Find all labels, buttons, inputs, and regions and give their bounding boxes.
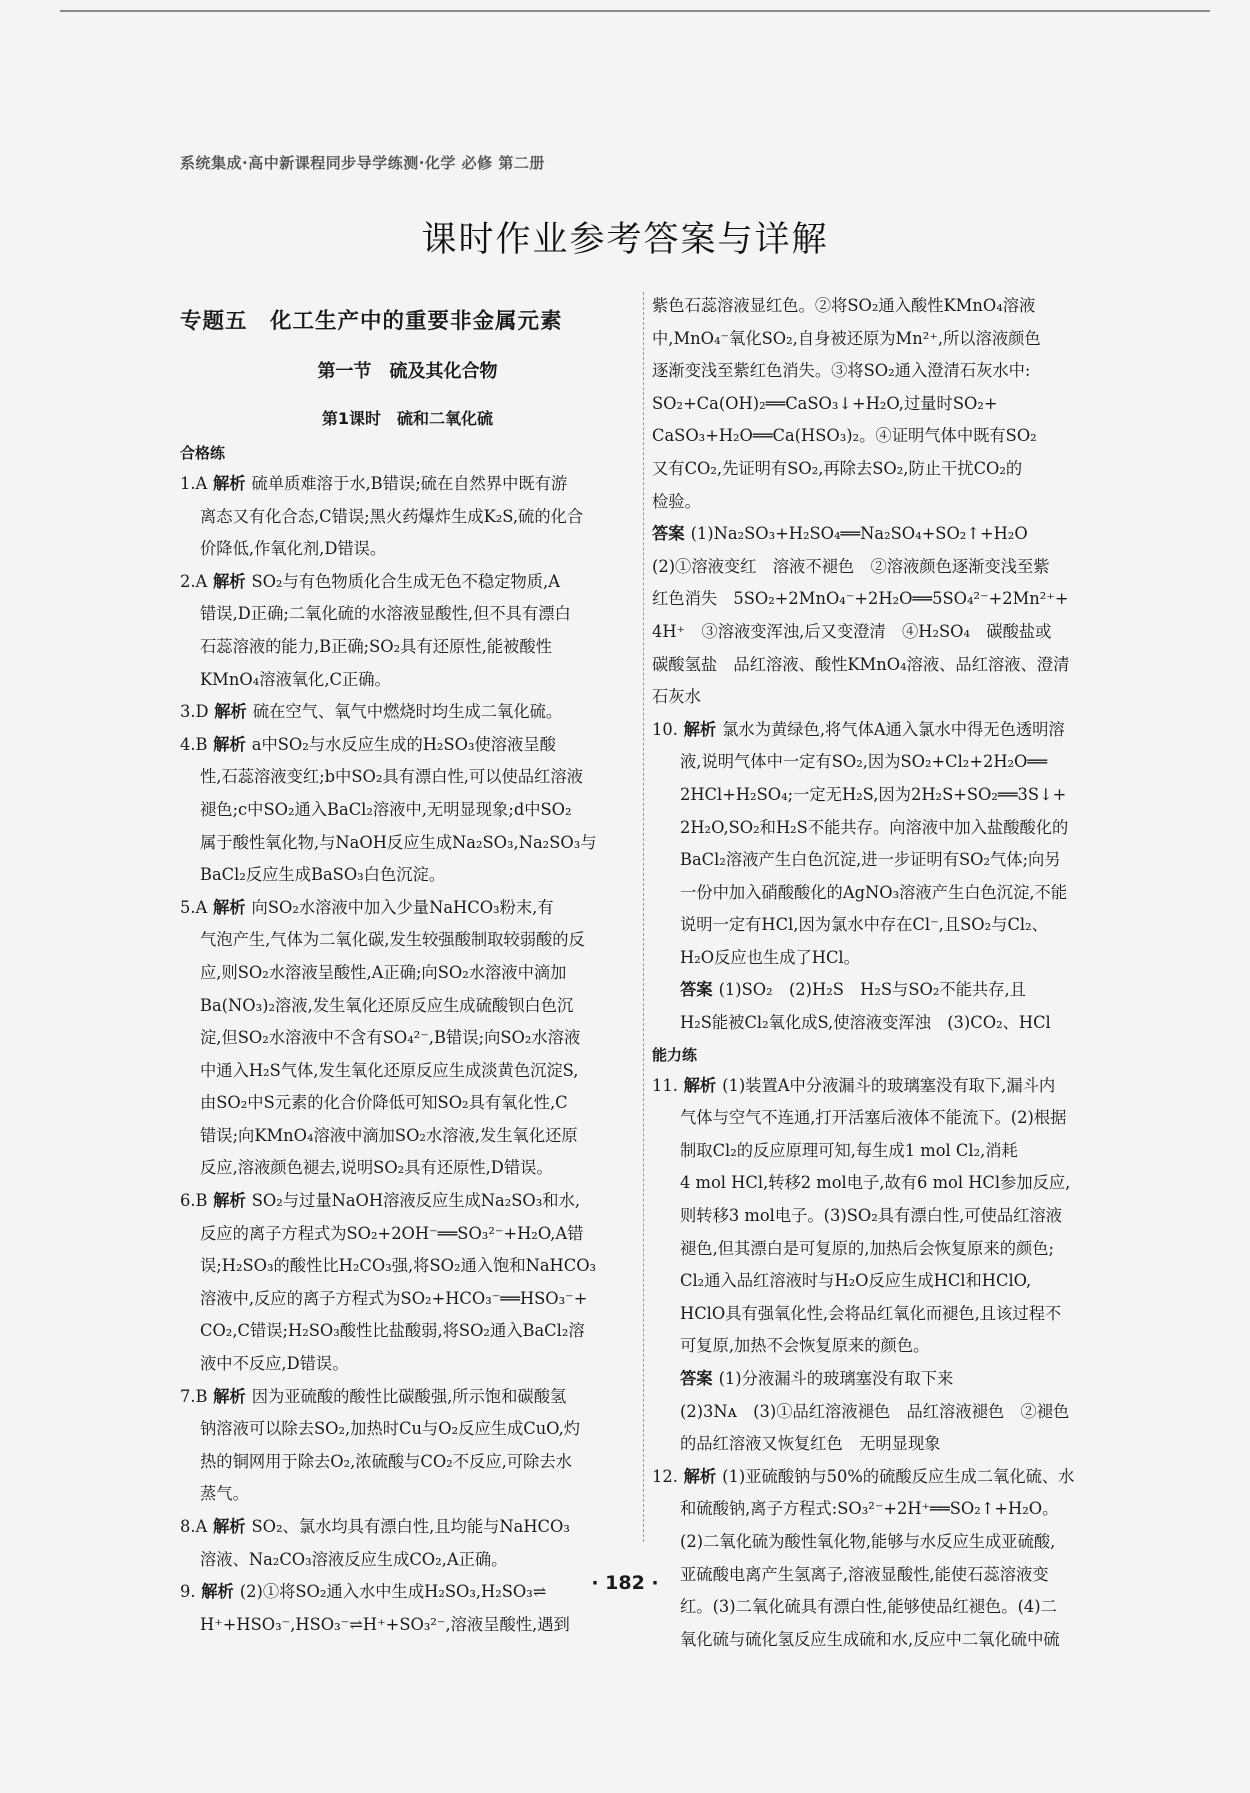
text-line	[180, 729, 635, 762]
text-line	[180, 1022, 635, 1055]
line-text: 淀,但SO₂水溶液中不含有SO₄²⁻,B错误;向SO₂水溶液	[200, 1028, 581, 1048]
text-line	[180, 598, 635, 631]
text-line	[652, 1428, 1092, 1461]
text-line	[180, 468, 635, 501]
line-text: SO₂与有色物质化合生成无色不稳定物质,A	[251, 571, 560, 591]
line-text: 亚硫酸电离产生氢离子,溶液显酸性,能使石蕊溶液变	[680, 1564, 1049, 1584]
text-line	[180, 664, 635, 697]
item-number: 11.	[652, 1075, 678, 1095]
line-text: 说明一定有HCl,因为氯水中存在Cl⁻,且SO₂与Cl₂、	[680, 915, 1048, 935]
text-line	[652, 812, 1092, 845]
line-text: 和硫酸钠,离子方程式:SO₃²⁻+2H⁺══SO₂↑+H₂O。	[680, 1499, 1059, 1519]
text-line	[180, 1609, 635, 1642]
text-line	[652, 420, 1092, 453]
text-line	[180, 1185, 635, 1218]
line-text: (2)①溶液变红 溶液不褪色 ②溶液颜色逐渐变浅至紫	[652, 556, 1050, 576]
text-line	[180, 1250, 635, 1283]
line-text: 又有CO₂,先证明有SO₂,再除去SO₂,防止干扰CO₂的	[652, 458, 1023, 478]
text-line	[652, 649, 1092, 682]
text-line	[652, 1624, 1092, 1657]
line-text: 2HCl+H₂SO₄;一定无H₂S,因为2H₂S+SO₂══3S↓+	[680, 784, 1067, 804]
line-text: SO₂、氯水均具有漂白性,且均能与NaHCO₃	[251, 1517, 570, 1536]
text-line	[652, 486, 1092, 519]
left-column	[180, 290, 635, 1641]
line-text: (2)①将SO₂通入水中生成H₂SO₃,H₂SO₃⇌	[239, 1582, 547, 1602]
line-text: 因为亚硫酸的酸性比碳酸强,所示饱和碳酸氢	[251, 1386, 567, 1406]
page-title: 课时作业参考答案与详解	[421, 220, 829, 260]
text-line	[652, 909, 1092, 942]
keyword: 答案	[652, 524, 685, 544]
answer-list	[180, 468, 635, 1641]
line-text: H₂O反应也生成了HCl。	[680, 947, 860, 967]
text-line	[652, 1200, 1092, 1233]
line-text: 氯水为黄绿色,将气体A通入氯水中得无色透明溶	[722, 719, 1065, 739]
text-line	[652, 1396, 1092, 1429]
text-line	[180, 533, 635, 566]
text-line	[652, 583, 1092, 616]
item-number: 6.B	[180, 1191, 208, 1211]
text-line	[652, 1461, 1092, 1494]
line-text: 红色消失 5SO₂+2MnO₄⁻+2H₂O══5SO₄²⁻+2Mn²⁺+	[652, 589, 1069, 609]
text-line	[652, 518, 1092, 551]
running-head: 系统集成·高中新课程同步导学练测·化学 必修 第二册	[180, 154, 545, 172]
line-text: 制取Cl₂的反应原理可知,每生成1 mol Cl₂,消耗	[680, 1140, 1018, 1160]
text-line	[652, 714, 1092, 747]
line-text: 氧化硫与硫化氢反应生成硫和水,反应中二氧化硫中硫	[680, 1629, 1060, 1649]
text-line	[652, 1526, 1092, 1559]
line-text: 反应,溶液颜色褪去,说明SO₂具有还原性,D错误。	[200, 1158, 553, 1178]
text-line	[180, 1381, 635, 1414]
line-text: 石蕊溶液的能力,B正确;SO₂具有还原性,能被酸性	[200, 636, 552, 656]
line-text: (1)装置A中分液漏斗的玻璃塞没有取下,漏斗内	[722, 1075, 1056, 1095]
text-line	[180, 1478, 635, 1511]
text-line	[652, 779, 1092, 812]
answer-11	[652, 1363, 1092, 1461]
line-text: Cl₂通入品红溶液时与H₂O反应生成HCl和HClO,	[680, 1271, 1032, 1291]
line-text: 紫色石蕊溶液显红色。②将SO₂通入酸性KMnO₄溶液	[652, 296, 1036, 315]
line-text: SO₂与过量NaOH溶液反应生成Na₂SO₃和水,	[251, 1191, 581, 1211]
line-text: H₂S能被Cl₂氧化成S,使溶液变浑浊 (3)CO₂、HCl	[680, 1013, 1051, 1033]
keyword: 解析	[207, 897, 246, 917]
line-text: (1)分液漏斗的玻璃塞没有取下来	[718, 1369, 954, 1388]
line-text: 则转移3 mol电子。(3)SO₂具有漂白性,可使品红溶液	[680, 1206, 1063, 1226]
keyword: 解析	[207, 1191, 246, 1211]
text-line	[652, 1298, 1092, 1331]
line-text: 一份中加入硝酸酸化的AgNO₃溶液产生白色沉淀,不能	[680, 882, 1068, 902]
text-line	[652, 1135, 1092, 1168]
line-text: HClO具有强氧化性,会将品红氧化而褪色,且该过程不	[680, 1303, 1062, 1323]
line-text: 溶液中,反应的离子方程式为SO₂+HCO₃⁻══HSO₃⁻+	[200, 1288, 588, 1308]
line-text: 的品红溶液又恢复红色 无明显现象	[680, 1434, 941, 1454]
text-line	[180, 957, 635, 990]
keyword: 解析	[207, 734, 246, 754]
text-line	[180, 924, 635, 957]
line-text: CaSO₃+H₂O══Ca(HSO₃)₂。④证明气体中既有SO₂	[652, 426, 1037, 446]
line-text: 硫在空气、氧气中燃烧时均生成二氧化硫。	[252, 702, 563, 722]
answer-12-explanation	[652, 1461, 1092, 1657]
text-line	[180, 631, 635, 664]
text-line	[180, 794, 635, 827]
text-line	[652, 1363, 1092, 1396]
item-number: 2.A	[180, 571, 208, 591]
line-text: 气体与空气不连通,打开活塞后液体不能流下。(2)根据	[680, 1108, 1067, 1128]
text-line	[652, 877, 1092, 910]
right-column	[652, 290, 1092, 1656]
keyword: 解析	[207, 474, 246, 493]
line-text: 向SO₂水溶液中加入少量NaHCO₃粉末,有	[251, 897, 554, 917]
line-text: 热的铜网用于除去O₂,浓硫酸与CO₂不反应,可除去水	[200, 1451, 572, 1471]
text-line	[652, 1265, 1092, 1298]
line-text: 价降低,作氧化剂,D错误。	[200, 539, 387, 559]
text-line	[652, 551, 1092, 584]
continued-explanation	[652, 290, 1092, 518]
text-line	[180, 827, 635, 860]
line-text: 离态又有化合态,C错误;黑火药爆炸生成K₂S,硫的化合	[200, 506, 584, 526]
topic-heading: 专题五 化工生产中的重要非金属元素	[180, 309, 563, 334]
item-number: 5.A	[180, 897, 208, 917]
text-line	[180, 1218, 635, 1251]
answer-10	[652, 974, 1092, 1039]
text-line	[180, 1446, 635, 1479]
keyword: 解析	[207, 1517, 246, 1536]
column-divider	[643, 292, 644, 1542]
line-text: 硫单质难溶于水,B错误;硫在自然界中既有游	[251, 474, 568, 493]
text-line	[180, 1055, 635, 1088]
line-text: BaCl₂反应生成BaSO₃白色沉淀。	[200, 865, 446, 885]
line-text: a中SO₂与水反应生成的H₂SO₃使溶液呈酸	[251, 734, 556, 754]
text-line	[180, 566, 635, 599]
text-line	[652, 616, 1092, 649]
line-text: (2)二氧化硫为酸性氧化物,能够与水反应生成亚硫酸,	[680, 1531, 1056, 1551]
lesson-heading: 第1课时 硫和二氧化硫	[321, 409, 494, 428]
text-line	[180, 1152, 635, 1185]
line-text: 褪色;c中SO₂通入BaCl₂溶液中,无明显现象;d中SO₂	[200, 799, 572, 819]
text-line	[180, 1348, 635, 1381]
line-text: CO₂,C错误;H₂SO₃酸性比盐酸弱,将SO₂通入BaCl₂溶	[200, 1321, 585, 1341]
text-line	[652, 1070, 1092, 1103]
line-text: 褪色,但其漂白是可复原的,加热后会恢复原来的颜色;	[680, 1238, 1055, 1258]
text-line	[652, 323, 1092, 356]
line-text: 碳酸氢盐 品红溶液、酸性KMnO₄溶液、品红溶液、澄清	[652, 654, 1070, 674]
line-text: KMnO₄溶液氧化,C正确。	[200, 669, 391, 689]
line-text: 性,石蕊溶液变红;b中SO₂具有漂白性,可以使品红溶液	[200, 767, 583, 787]
text-line	[652, 844, 1092, 877]
line-text: (1)Na₂SO₃+H₂SO₄══Na₂SO₄+SO₂↑+H₂O	[690, 524, 1028, 544]
keyword: 答案	[680, 980, 713, 1000]
text-line	[652, 1493, 1092, 1526]
line-text: (1)SO₂ (2)H₂S H₂S与SO₂不能共存,且	[718, 980, 1026, 1000]
line-text: 反应的离子方程式为SO₂+2OH⁻══SO₃²⁻+H₂O,A错	[200, 1223, 584, 1243]
page-number: · 182 ·	[591, 1572, 659, 1594]
text-line	[180, 1120, 635, 1153]
text-line	[180, 501, 635, 534]
text-line	[180, 1511, 635, 1544]
text-line	[652, 1007, 1092, 1040]
item-number: 1.A	[180, 474, 208, 493]
item-number: 3.D	[180, 702, 209, 722]
answer-9	[652, 518, 1092, 714]
text-line	[652, 355, 1092, 388]
line-text: 4H⁺ ③溶液变浑浊,后又变澄清 ④H₂SO₄ 碳酸盐或	[652, 621, 1052, 641]
line-text: 液中不反应,D错误。	[200, 1354, 349, 1374]
line-text: SO₂+Ca(OH)₂══CaSO₃↓+H₂O,过量时SO₂+	[652, 393, 998, 413]
line-text: 2H₂O,SO₂和H₂S不能共存。向溶液中加入盐酸酸化的	[680, 817, 1069, 837]
text-line	[652, 942, 1092, 975]
line-text: 中,MnO₄⁻氧化SO₂,自身被还原为Mn²⁺,所以溶液颜色	[652, 328, 1041, 348]
text-line	[652, 1167, 1092, 1200]
answer-11-explanation	[652, 1070, 1092, 1363]
text-line	[180, 859, 635, 892]
text-line	[652, 1330, 1092, 1363]
line-text: 可复原,加热不会恢复原来的颜色。	[680, 1336, 930, 1356]
line-text: Ba(NO₃)₂溶液,发生氧化还原反应生成硫酸钡白色沉	[200, 995, 574, 1015]
line-text: 红。(3)二氧化硫具有漂白性,能够使品红褪色。(4)二	[680, 1597, 1057, 1617]
text-line	[652, 1102, 1092, 1135]
line-text: (1)亚硫酸钠与50%的硫酸反应生成二氧化硫、水	[722, 1466, 1075, 1486]
text-line	[180, 761, 635, 794]
keyword: 解析	[195, 1582, 234, 1602]
item-number: 9.	[180, 1582, 196, 1602]
keyword: 解析	[677, 1075, 717, 1095]
keyword: 解析	[208, 702, 247, 722]
keyword: 解析	[207, 1386, 246, 1406]
text-line	[652, 974, 1092, 1007]
text-line	[180, 1283, 635, 1316]
item-number: 4.B	[180, 734, 208, 754]
line-text: 钠溶液可以除去SO₂,加热时Cu与O₂反应生成CuO,灼	[200, 1419, 581, 1439]
line-text: BaCl₂溶液产生白色沉淀,进一步证明有SO₂气体;向另	[680, 850, 1061, 870]
subsection-heading-2: 能力练	[652, 1045, 698, 1064]
section-heading: 第一节 硫及其化合物	[317, 361, 498, 382]
keyword: 解析	[677, 1466, 717, 1486]
line-text: 应,则SO₂水溶液呈酸性,A正确;向SO₂水溶液中滴加	[200, 962, 567, 982]
line-text: H⁺+HSO₃⁻,HSO₃⁻⇌H⁺+SO₃²⁻,溶液呈酸性,遇到	[200, 1614, 570, 1634]
line-text: 气泡产生,气体为二氧化碳,发生较强酸制取较弱酸的反	[200, 930, 585, 950]
item-number: 12.	[652, 1466, 678, 1486]
text-line	[180, 1087, 635, 1120]
item-number: 7.B	[180, 1386, 208, 1406]
keyword: 解析	[207, 571, 246, 591]
item-number: 10.	[652, 719, 678, 739]
text-line	[180, 892, 635, 925]
text-line	[652, 290, 1092, 323]
line-text: 检验。	[652, 491, 701, 511]
text-line	[652, 453, 1092, 486]
item-number: 8.A	[180, 1517, 208, 1536]
line-text: 错误,D正确;二氧化硫的水溶液显酸性,但不具有漂白	[200, 604, 571, 624]
keyword: 答案	[680, 1369, 713, 1388]
text-line	[180, 990, 635, 1023]
text-line	[180, 1315, 635, 1348]
text-line	[652, 1591, 1092, 1624]
line-text: 液,说明气体中一定有SO₂,因为SO₂+Cl₂+2H₂O══	[680, 752, 1048, 772]
text-line	[180, 696, 635, 729]
answer-10-explanation	[652, 714, 1092, 975]
keyword: 解析	[677, 719, 717, 739]
line-text: 中通入H₂S气体,发生氧化还原反应生成淡黄色沉淀S,	[200, 1060, 579, 1080]
line-text: 溶液、Na₂CO₃溶液反应生成CO₂,A正确。	[200, 1549, 508, 1569]
line-text: 蒸气。	[200, 1484, 249, 1504]
line-text: 逐渐变浅至紫红色消失。③将SO₂通入澄清石灰水中:	[652, 361, 1031, 381]
line-text: 4 mol HCl,转移2 mol电子,故有6 mol HCl参加反应,	[680, 1173, 1071, 1193]
line-text: (2)3Nᴀ (3)①品红溶液褪色 品红溶液褪色 ②褪色	[680, 1401, 1070, 1421]
text-line	[652, 746, 1092, 779]
subsection-heading: 合格练	[180, 444, 226, 462]
top-rule	[60, 10, 1210, 12]
text-line	[652, 388, 1092, 421]
line-text: 误;H₂SO₃的酸性比H₂CO₃强,将SO₂通入饱和NaHCO₃	[200, 1256, 597, 1276]
line-text: 属于酸性氧化物,与NaOH反应生成Na₂SO₃,Na₂SO₃与	[200, 832, 597, 852]
line-text: 错误;向KMnO₄溶液中滴加SO₂水溶液,发生氧化还原	[200, 1125, 578, 1145]
line-text: 石灰水	[652, 687, 701, 707]
text-line	[652, 681, 1092, 714]
line-text: 由SO₂中S元素的化合价降低可知SO₂具有氧化性,C	[200, 1093, 568, 1113]
text-line	[652, 1233, 1092, 1266]
text-line	[180, 1413, 635, 1446]
